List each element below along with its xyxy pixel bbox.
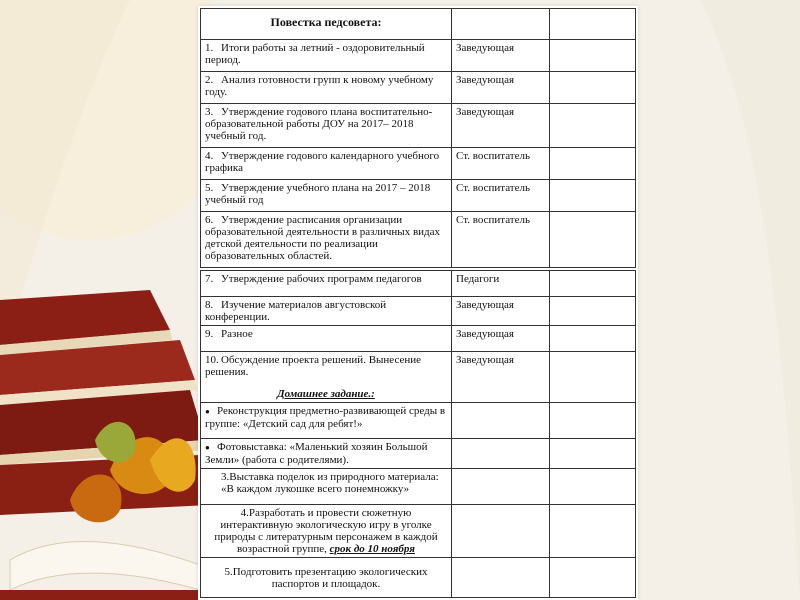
responsible-cell: Заведующая — [452, 40, 550, 72]
agenda-item-text: Утверждение годового календарного учебного графика — [205, 150, 440, 174]
responsible-cell: Заведующая — [452, 72, 550, 104]
agenda-item-text: Изучение материалов августовской конференции. — [205, 299, 387, 323]
table-row — [201, 505, 636, 558]
agenda-table-part2 — [200, 270, 636, 598]
deadline-text: срок до 10 ноября — [329, 543, 415, 555]
table-row — [201, 439, 636, 469]
agenda-item-text: Обсуждение проекта решений. Вынесение решения. — [205, 354, 422, 378]
agenda-item-text: Утверждение расписания организации образовательной деятельности в различных видах детской деятельности по реализации образовательных областей. — [205, 214, 441, 262]
bullet-icon: ● — [205, 443, 210, 452]
table-row: 6. Утверждение расписания организации образовательной деятельности в различных видах детской деятельности по реализации образовательных областей. Ст. воспитатель — [201, 212, 636, 268]
responsible-cell: Заведующая — [452, 352, 550, 403]
homework-title: Домашнее задание.: — [277, 388, 375, 400]
table-row: 10. Обсуждение проекта решений. Вынесение решения. Домашнее задание.: Заведующая — [201, 352, 636, 403]
table-row: 4. Утверждение годового календарного учебного графика Ст. воспитатель — [201, 148, 636, 180]
table-row: 2. Анализ готовности групп к новому учебному году. Заведующая — [201, 72, 636, 104]
agenda-table-part1 — [200, 8, 636, 268]
homework-task-text: Реконструкция предметно-развивающей среды в группе: «Детский сад для ребят!» — [205, 405, 446, 430]
table-row: 3. Утверждение годового плана воспитательно- образовательной работы ДОУ на 2017– 2018 учебный год. Заведующая — [201, 104, 636, 148]
responsible-cell: Ст. воспитатель — [452, 212, 550, 268]
agenda-item-text: Итоги работы за летний - оздоровительный период. — [205, 42, 425, 66]
homework-task-text: 4.Разработать и провести сюжетную интерактивную экологическую игру в уголке природы с литературным персонажем в каждой возрастной группе, — [214, 507, 438, 555]
table-row: 7. Утверждение рабочих программ педагогов Педагоги — [201, 271, 636, 297]
table-row: 8. Изучение материалов августовской конференции. Заведующая — [201, 297, 636, 326]
table-header-row — [201, 9, 636, 40]
bullet-icon: ● — [205, 407, 210, 416]
agenda-item-text: Утверждение рабочих программ педагогов — [221, 273, 422, 285]
responsible-cell: Заведующая — [452, 326, 550, 352]
responsible-cell: Ст. воспитатель — [452, 180, 550, 212]
responsible-cell: Педагоги — [452, 271, 550, 297]
responsible-cell: Заведующая — [452, 104, 550, 148]
table-row — [201, 403, 636, 439]
table-row: 5. Утверждение учебного плана на 2017 – 2018 учебный год Ст. воспитатель — [201, 180, 636, 212]
table-row — [201, 558, 636, 598]
responsible-cell: Ст. воспитатель — [452, 148, 550, 180]
table-row: 1. Итоги работы за летний - оздоровительный период. Заведующая — [201, 40, 636, 72]
agenda-title: Повестка педсовета: — [270, 15, 382, 29]
agenda-item-text: Утверждение годового плана воспитательно- образовательной работы ДОУ на 2017– 2018 учебный год. — [205, 106, 433, 142]
agenda-item-text: Разное — [221, 328, 253, 340]
agenda-item-text: Анализ готовности групп к новому учебному году. — [205, 74, 434, 98]
responsible-cell: Заведующая — [452, 297, 550, 326]
table-row — [201, 469, 636, 505]
agenda-item-text: Утверждение учебного плана на 2017 – 2018 учебный год — [205, 182, 431, 206]
homework-task-text: Фотовыставка: «Маленький хозяин Большой Земли» (работа с родителями). — [205, 441, 428, 466]
homework-task-text: 5.Подготовить презентацию экологических паспортов и площадок. — [224, 565, 428, 590]
table-row: 9. Разное Заведующая — [201, 326, 636, 352]
homework-task-text: 3.Выставка поделок из природного материала: «В каждом лукошке всего понемножку» — [221, 471, 439, 495]
